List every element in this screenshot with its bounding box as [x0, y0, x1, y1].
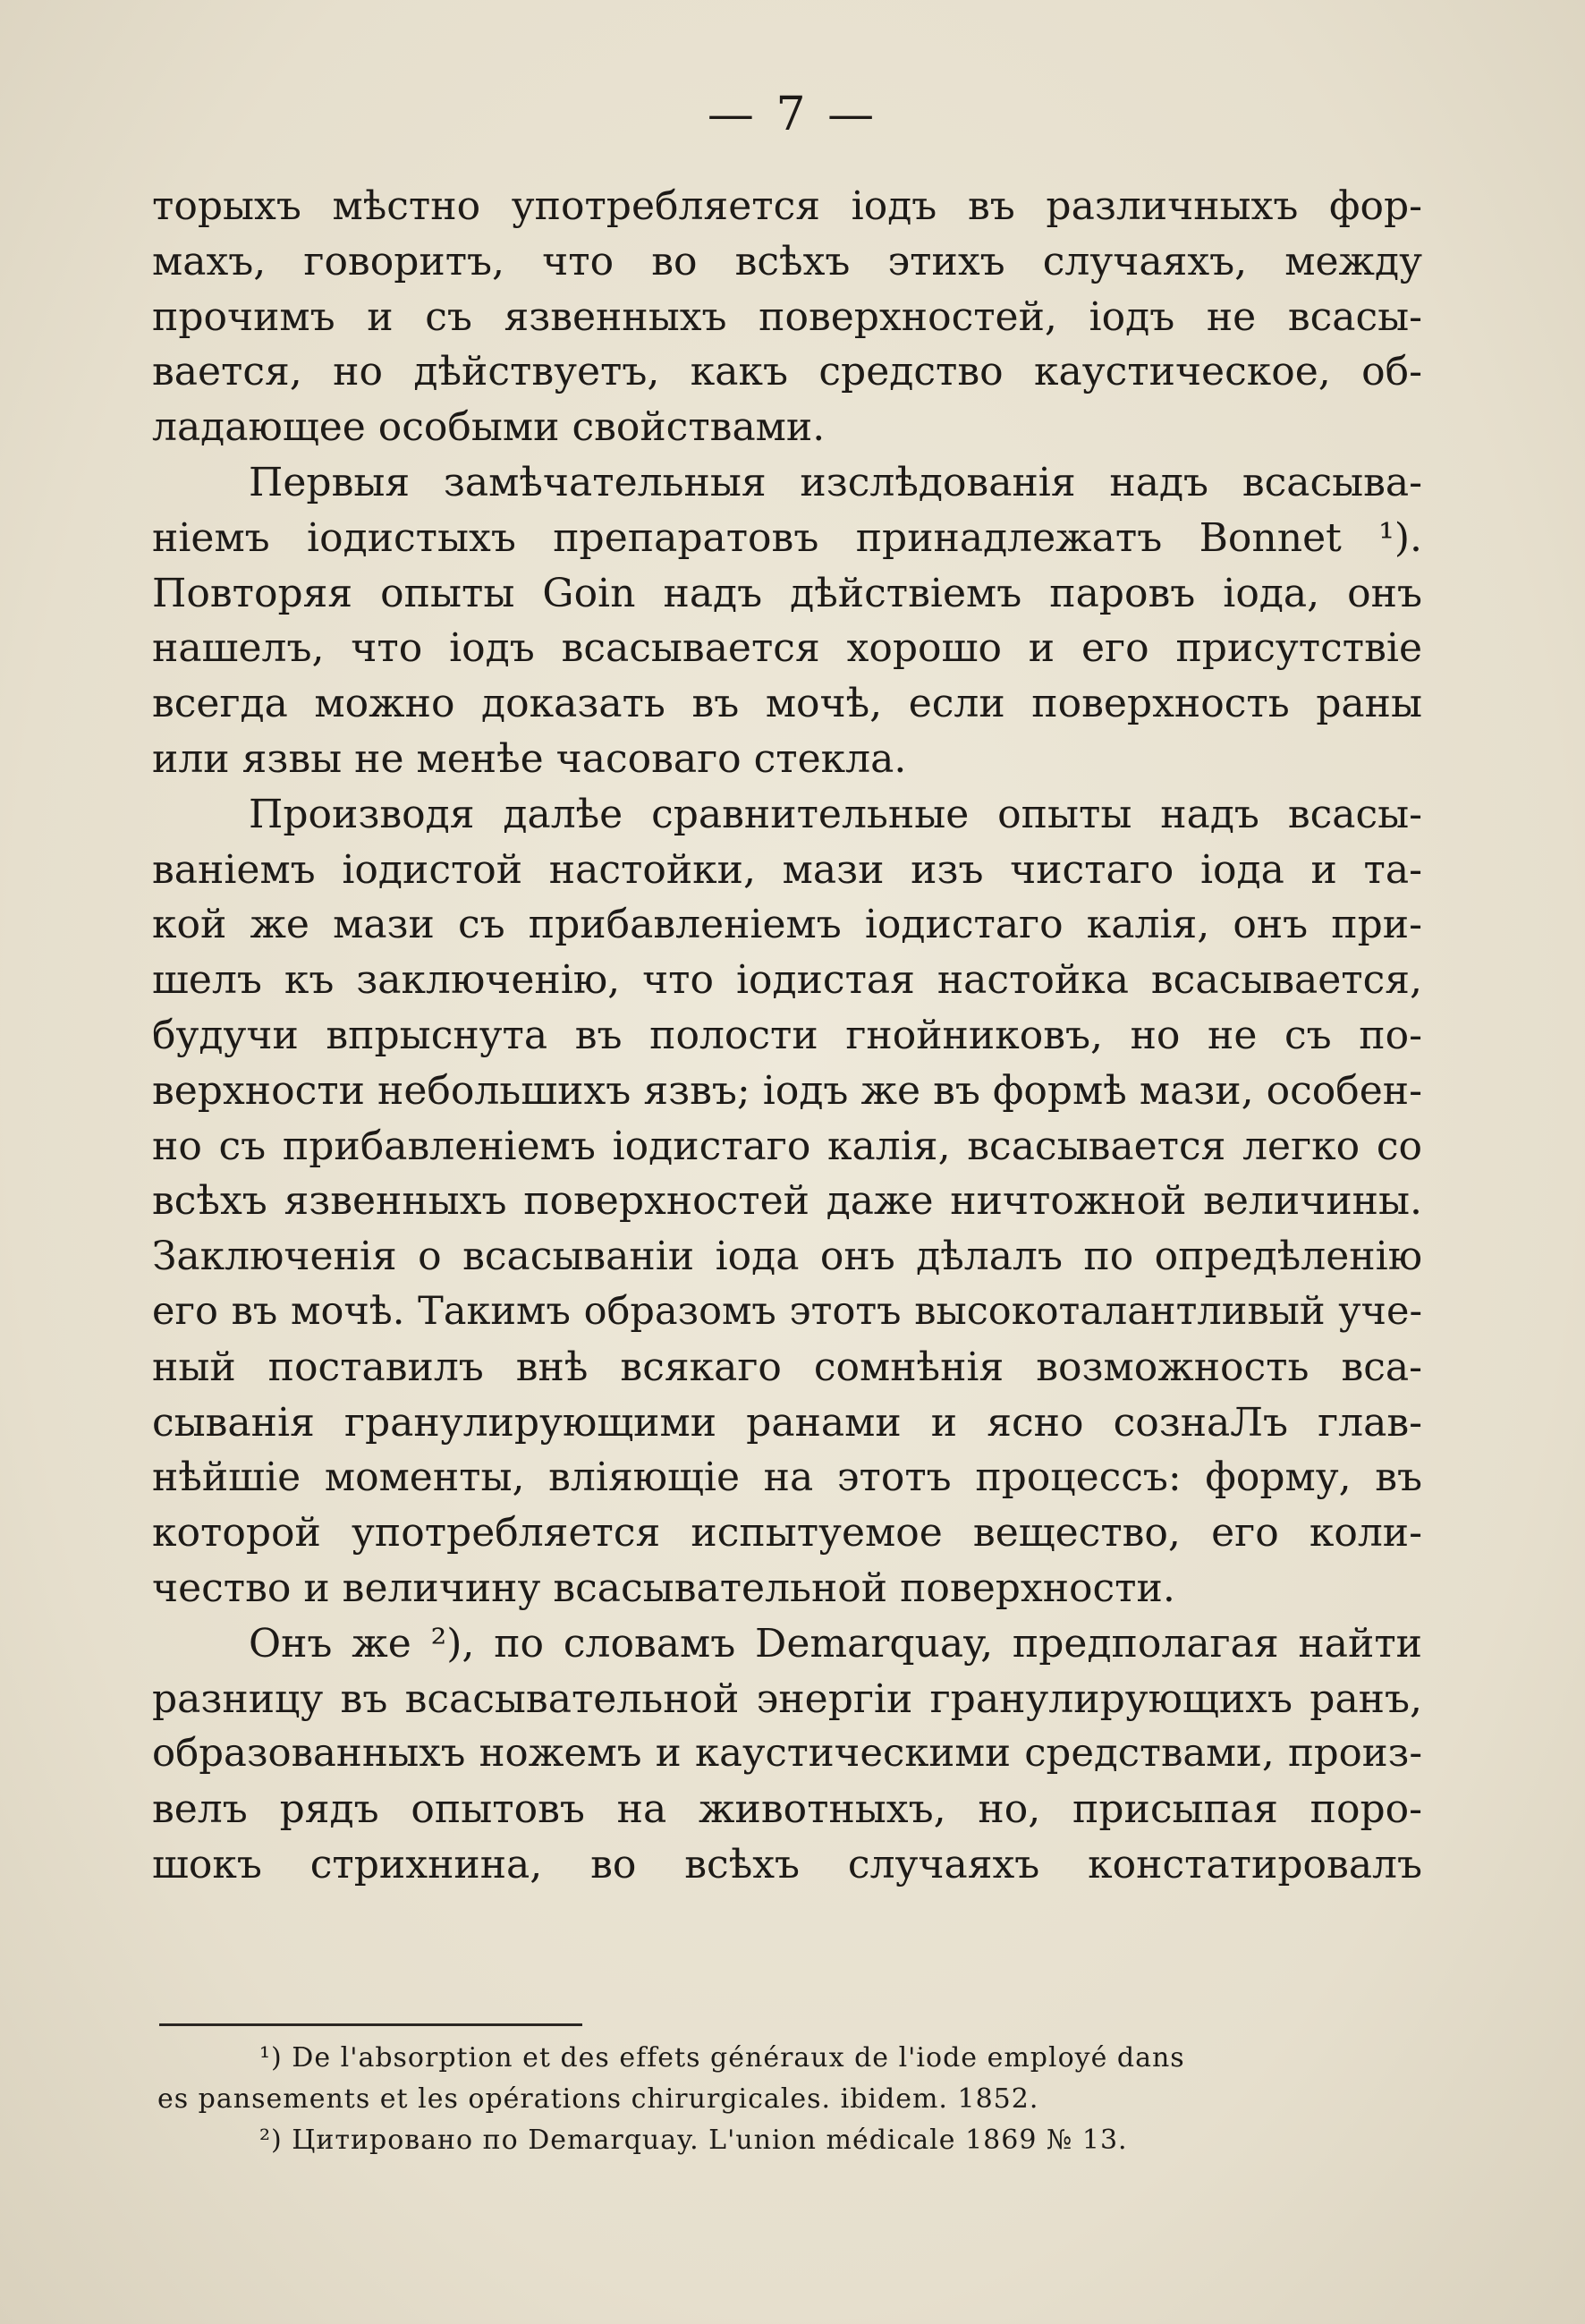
text-line: шелъ къ заключенію, что іодистая настойка всасывается, [152, 957, 1422, 1004]
text-line: махъ, говоритъ, что во всѣхъ этихъ случаяхъ, между [152, 238, 1422, 284]
text-line: его въ мочѣ. Такимъ образомъ этотъ высокоталантливый уче- [152, 1288, 1422, 1334]
page-number: — 7 — [707, 88, 878, 141]
text-line: верхности небольшихъ язвъ; іодъ же въ формѣ мази, особен- [152, 1067, 1422, 1114]
footnote-1-continuation: es pansements et les opérations chirurgicales. ibidem. 1852. [157, 2083, 1039, 2115]
text-line: шокъ стрихнина, во всѣхъ случаяхъ констатировалъ [152, 1841, 1422, 1887]
text-line: образованныхъ ножемъ и каустическими средствами, произ- [152, 1731, 1422, 1777]
text-line: Повторяя опыты Goin надъ дѣйствіемъ паровъ іода, онъ [152, 570, 1422, 616]
text-line: всегда можно доказать въ мочѣ, если поверхность раны [152, 681, 1422, 727]
text-line: ладающее особыми свойствами. [152, 404, 826, 451]
text-line: ный поставилъ внѣ всякаго сомнѣнія возможность вса- [152, 1344, 1422, 1390]
text-line: Онъ же ²), по словамъ Demarquay, предполагая найти [249, 1620, 1422, 1667]
text-line: будучи впрыснута въ полости гнойниковъ, но не съ по- [152, 1012, 1422, 1058]
text-line: Первыя замѣчательныя изслѣдованія надъ всасыва- [249, 459, 1422, 505]
text-line: чество и величину всасывательной поверхности. [152, 1565, 1175, 1611]
text-line: или язвы не менѣе часоваго стекла. [152, 735, 907, 782]
text-line: торыхъ мѣстно употребляется іодъ въ различныхъ фор- [152, 183, 1422, 229]
text-line: вается, но дѣйствуетъ, какъ средство каустическое, об- [152, 349, 1422, 395]
text-line: Заключенія о всасываніи іода онъ дѣлалъ по опредѣленію [152, 1234, 1422, 1280]
footnote-1: ¹) De l'absorption et des effets généraux de l'iode employé dans [259, 2042, 1185, 2074]
text-line: которой употребляется испытуемое вещество, его коли- [152, 1510, 1422, 1556]
text-line: разницу въ всасывательной энергіи гранулирующихъ ранъ, [152, 1675, 1422, 1722]
text-line: но съ прибавленіемъ іодистаго калія, всасывается легко со [152, 1123, 1422, 1169]
footnotes [157, 2038, 1428, 2161]
text-line: прочимъ и съ язвенныхъ поверхностей, іодъ не всасы- [152, 293, 1422, 340]
text-line: кой же мази съ прибавленіемъ іодистаго калія, онъ при- [152, 902, 1422, 948]
text-line: ніемъ іодистыхъ препаратовъ принадлежатъ Bonnet ¹). [152, 514, 1422, 561]
footnote-divider [159, 2023, 582, 2026]
text-line: нѣйшіе моменты, вліяющіе на этотъ процессъ: форму, въ [152, 1455, 1422, 1501]
text-line: велъ рядъ опытовъ на животныхъ, но, присыпая поро- [152, 1786, 1422, 1833]
text-line: сыванія гранулирующими ранами и ясно сознаЛъ глав- [152, 1399, 1422, 1446]
text-line: ваніемъ іодистой настойки, мази изъ чистаго іода и та- [152, 846, 1422, 893]
body-text [152, 179, 1422, 1893]
text-line: нашелъ, что іодъ всасывается хорошо и его присутствіе [152, 625, 1422, 672]
footnote-2: ²) Цитировано по Demarquay. L'union médicale 1869 № 13. [259, 2125, 1128, 2156]
text-line: Производя далѣе сравнительные опыты надъ всасы- [249, 791, 1422, 837]
text-line: всѣхъ язвенныхъ поверхностей даже ничтожной величины. [152, 1178, 1422, 1225]
